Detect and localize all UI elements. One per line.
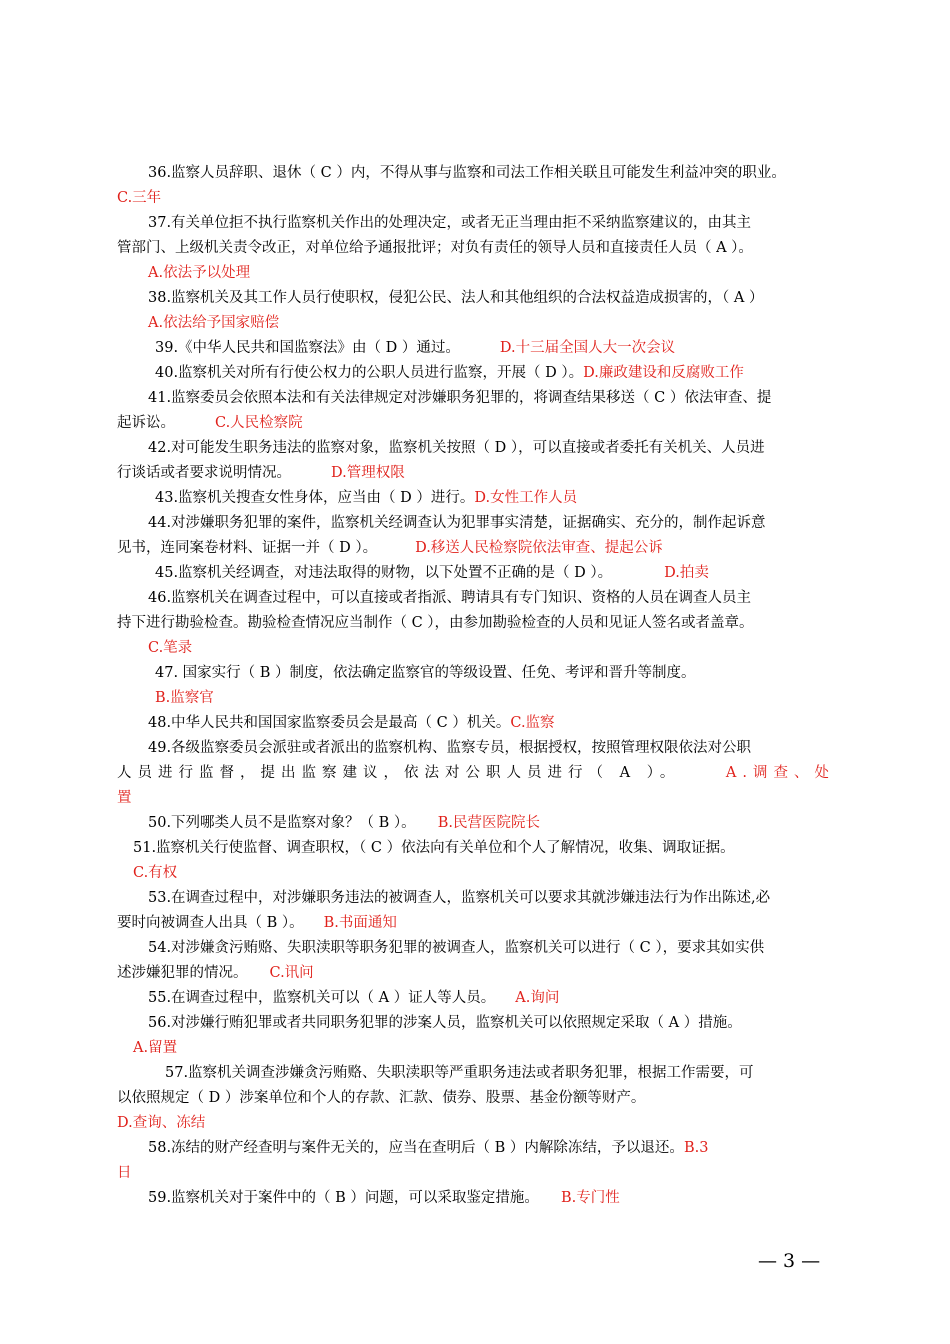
answer-59: B.专门性 xyxy=(560,1190,620,1206)
question-44: 44.对涉嫌职务犯罪的案件，监察机关经调查认为犯罪事实清楚，证据确实、充分的，制作起诉意 xyxy=(148,515,766,531)
question-47: 47. 国家实行（ B ）制度，依法确定监察官的等级设置、任免、考评和晋升等制度。 xyxy=(155,665,696,681)
answer-55: A.询问 xyxy=(515,990,560,1006)
question-58: 58.冻结的财产经查明与案件无关的，应当在查明后（ B ）内解除冻结，予以退还。B.3 xyxy=(148,1140,709,1156)
question-50: 50.下列哪类人员不是监察对象？（ B ）。 B.民营医院院长 xyxy=(148,815,540,831)
question-41-cont: 起诉讼。 C.人民检察院 xyxy=(117,415,303,431)
question-57: 57.监察机关调查涉嫌贪污贿赂、失职渎职等严重职务违法或者职务犯罪，根据工作需要，可 xyxy=(165,1065,754,1081)
page-number: — 3 — xyxy=(758,1250,821,1272)
question-36: 36.监察人员辞职、退休（ C ）内，不得从事与监察和司法工作相关联且可能发生利益冲突的职业。 xyxy=(148,165,786,181)
answer-53: B.书面通知 xyxy=(323,915,397,931)
question-38: 38.监察机关及其工作人员行使职权，侵犯公民、法人和其他组织的合法权益造成损害的，（ A ） xyxy=(148,290,764,306)
question-53: 53.在调查过程中，对涉嫌职务违法的被调查人，监察机关可以要求其就涉嫌违法行为作出陈述,必 xyxy=(148,890,771,906)
question-56: 56.对涉嫌行贿犯罪或者共同职务犯罪的涉案人员，监察机关可以依照规定采取（ A ）措施。 xyxy=(148,1015,742,1031)
question-54-cont: 述涉嫌犯罪的情况。 C.讯问 xyxy=(117,965,314,981)
question-37-cont: 管部门、上级机关责令改正，对单位给予通报批评；对负有责任的领导人员和直接责任人员（ A ）。 xyxy=(117,240,753,256)
answer-38: A.依法给予国家赔偿 xyxy=(148,315,280,331)
question-49: 49.各级监察委员会派驻或者派出的监察机构、监察专员，根据授权，按照管理权限依法对公职 xyxy=(148,740,752,756)
answer-58: B.3 xyxy=(683,1140,709,1156)
question-43: 43.监察机关搜查女性身体，应当由（ D ）进行。D.女性工作人员 xyxy=(155,490,578,506)
question-46: 46.监察机关在调查过程中，可以直接或者指派、聘请具有专门知识、资格的人员在调查人员主 xyxy=(148,590,752,606)
answer-58-cont: 日 xyxy=(117,1165,132,1181)
question-59: 59.监察机关对于案件中的（ B ）问题，可以采取鉴定措施。 B.专门性 xyxy=(148,1190,620,1206)
question-57-cont: 以依照规定（ D ）涉案单位和个人的存款、汇款、债券、股票、基金份额等财产。 xyxy=(117,1090,646,1106)
question-53-cont: 要时向被调查人出具（ B ）。 B.书面通知 xyxy=(117,915,397,931)
question-39: 39.《中华人民共和国监察法》由（ D ）通过。 D.十三届全国人大一次会议 xyxy=(155,340,676,356)
question-48: 48.中华人民共和国国家监察委员会是最高（ C ）机关。C.监察 xyxy=(148,715,555,731)
question-54: 54.对涉嫌贪污贿赂、失职渎职等职务犯罪的被调查人，监察机关可以进行（ C ），要求其如实供 xyxy=(148,940,765,956)
answer-45: D.拍卖 xyxy=(664,565,709,581)
answer-54: C.讯问 xyxy=(269,965,314,981)
answer-49: A.调查、处 xyxy=(725,765,835,781)
answer-44: D.移送人民检察院依法审查、提起公诉 xyxy=(415,540,663,556)
question-51: 51.监察机关行使监督、调查职权，（ C ）依法向有关单位和个人了解情况，收集、调取证据。 xyxy=(133,840,735,856)
question-49-cont: 人员进行监督，提出监察建议，依法对公职人员进行（ A ）。 A.调查、处 xyxy=(117,763,835,785)
answer-48: C.监察 xyxy=(510,715,555,731)
question-44-cont: 见书，连同案卷材料、证据一并（ D ）。 D.移送人民检察院依法审查、提起公诉 xyxy=(117,540,663,556)
answer-37: A.依法予以处理 xyxy=(148,265,251,281)
answer-39: D.十三届全国人大一次会议 xyxy=(499,340,676,356)
question-42: 42.对可能发生职务违法的监察对象，监察机关按照（ D ），可以直接或者委托有关机关、人员进 xyxy=(148,440,765,456)
question-42-cont: 行谈话或者要求说明情况。 D.管理权限 xyxy=(117,465,405,481)
answer-42: D.管理权限 xyxy=(331,465,405,481)
answer-50: B.民营医院院长 xyxy=(437,815,540,831)
answer-41: C.人民检察院 xyxy=(215,415,303,431)
answer-56: A.留置 xyxy=(133,1040,178,1056)
answer-43: D.女性工作人员 xyxy=(474,490,578,506)
question-46-cont: 持下进行勘验检查。勘验检查情况应当制作（ C ），由参加勘验检查的人员和见证人签名或者盖章。 xyxy=(117,615,754,631)
question-41: 41.监察委员会依照本法和有关法律规定对涉嫌职务犯罪的，将调查结果移送（ C ）依法审查、提 xyxy=(148,390,772,406)
question-45: 45.监察机关经调查，对违法取得的财物，以下处置不正确的是（ D ）。 D.拍卖 xyxy=(155,565,709,581)
answer-40: D.廉政建设和反腐败工作 xyxy=(583,365,744,381)
question-40: 40.监察机关对所有行使公权力的公职人员进行监察，开展（ D ）。D.廉政建设和反腐败工作 xyxy=(155,365,744,381)
answer-57: D.查询、冻结 xyxy=(117,1115,206,1131)
question-55: 55.在调查过程中，监察机关可以（ A ）证人等人员。 A.询问 xyxy=(148,990,560,1006)
question-37: 37.有关单位拒不执行监察机关作出的处理决定，或者无正当理由拒不采纳监察建议的，由其主 xyxy=(148,215,752,231)
answer-49-cont: 置 xyxy=(117,790,132,806)
answer-51: C.有权 xyxy=(133,865,178,881)
answer-36: C.三年 xyxy=(117,190,162,206)
answer-46: C.笔录 xyxy=(148,640,193,656)
answer-47: B.监察官 xyxy=(155,690,214,706)
